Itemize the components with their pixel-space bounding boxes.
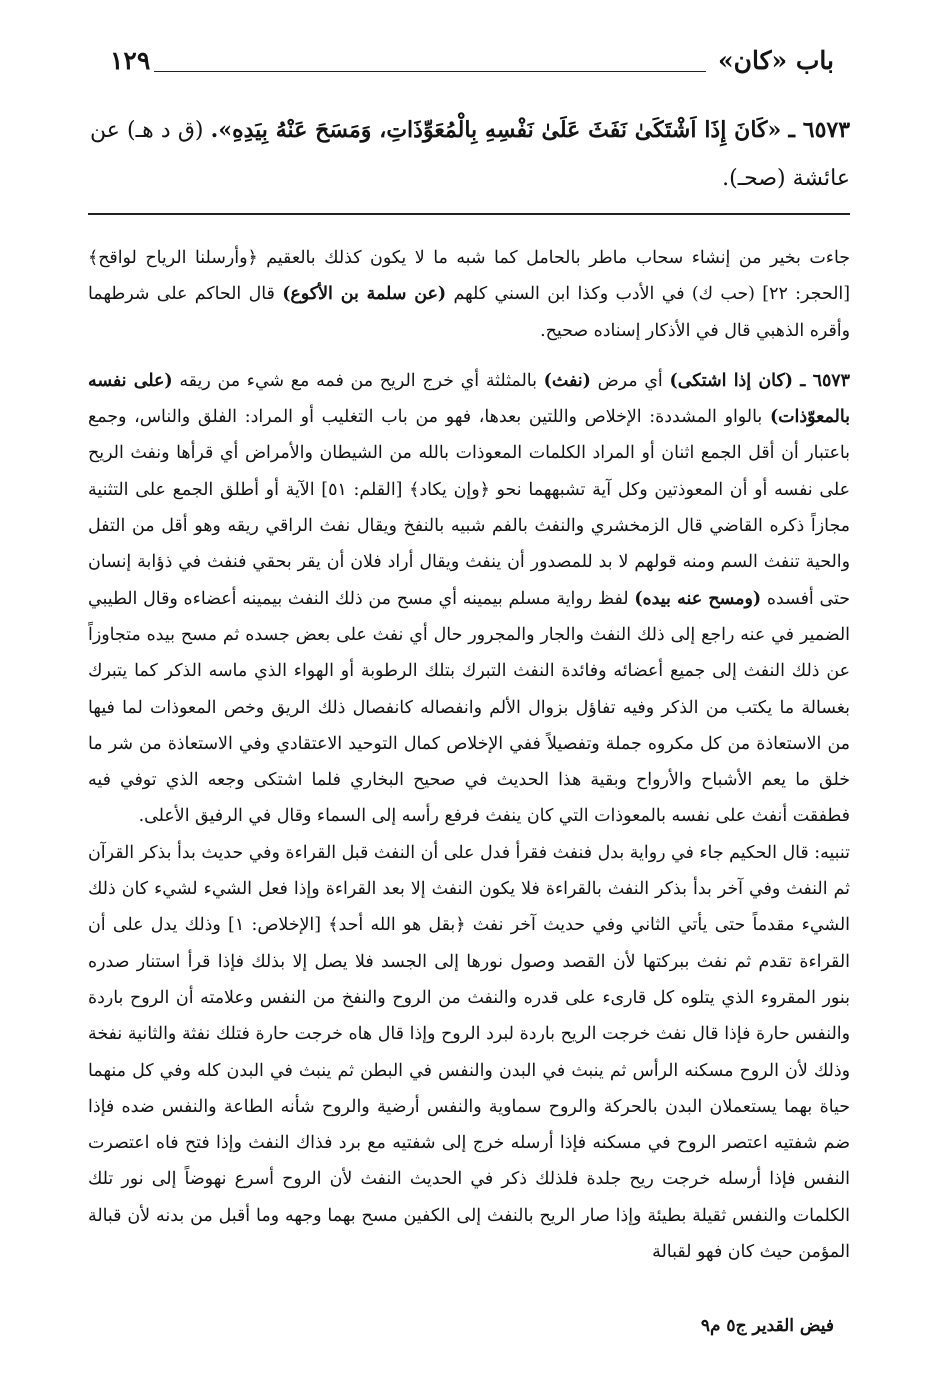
separator-rule: [88, 213, 850, 215]
running-title: باب «كان»: [718, 46, 834, 75]
hadith-number: ٦٥٧٣ ـ: [788, 117, 851, 143]
footer-signature: فيض القدير ج٥ م٩: [700, 1316, 834, 1336]
p2-text-c: بالمثلثة أي خرج الريح من فمه مع شيء من ريقه: [172, 370, 544, 391]
p2-heading: ٦٥٧٣ ـ (كان إذا اشتكى): [669, 370, 850, 391]
commentary-paragraph-3: تنبيه: قال الحكيم جاء في رواية بدل فنفث فقرأ فدل على أن النفث قبل القراءة وفي حديث بدأ بذكر القرآن ثم النفث وفي آخر بدأ بذكر النفث بالقراءة فلا يكون النفث إلا بعد القراءة وإذا فعل الشيء لشيء كان ذلك الشيء مقدماً حتى يأتي الثاني وفي حديث آخر نفث ﴿بقل هو الله أحد﴾ [الإخلاص: ١] وذلك يدل على أن القراءة تقدم ثم نفث ببركتها لأن القصد وصول نورها إلى الجسد فلا يصل إلا بذلك فإذا قرأ استنار صدره بنور المقروء الذي يتلوه كل قارىء على قدره والنفث من الروح والنفخ من النفس وعلامته أن الروح باردة والنفس حارة فإذا قال نفث خرجت الريح باردة لبرد الروح وإذا قال هاه خرجت حارة فتلك نفثة والثانية نفخة وذلك لأن الروح مسكنه الرأس ثم ينبث في البدن والنفس في البطن ثم ينبث في البدن كله وفي كل منهما حياة بهما يستعملان البدن بالحركة والروح سماوية والنفس أرضية والروح شأنه الطاعة والنفس ضده فإذا ضم شفتيه اعتصر الروح في مسكنه فإذا أرسله خرج إلى شفتيه مع برد فذاك النفث وإذا فتح فاه اعتصرت النفس فإذا أرسله خرجت ريح جلدة فلذلك ذكر في الحديث النفث لأن الروح أسرع نهوضاً إلى نور تلك الكلمات والنفس ثقيلة بطيئة وإذا صار الريح بالنفث إلى الكفين مسح بهما وجهه وما أقبل من بدنه لأن قبالة المؤمن حيث كان فهو لقبالة: [88, 842, 850, 1263]
p1-narrator: (عن سلمة بن الأكوع): [282, 284, 447, 305]
hadith-text: «كَانَ إِذَا اَشْتَكَىٰ نَفَثَ عَلَىٰ نَفْسِهِ بِالْمُعَوِّذَاتِ، وَمَسَحَ عَنْهُ بِيَدِهِ».: [210, 117, 782, 143]
p2-term-muawwidhat: (على نفسه بالمعوّذات): [88, 370, 850, 428]
commentary-paragraph-2: [88, 363, 850, 835]
page-number: ١٢٩: [110, 46, 151, 75]
commentary: [88, 240, 850, 1270]
p1-text-a: جاءت بخير من إنشاء سحاب ماطر بالحامل كما شبه ما لا يكون كذلك بالعقيم ﴿وأرسلنا الرياح لواقح﴾ [الحجر: ٢٢] (حب ك) في الأدب وكذا ابن السني كلهم: [88, 248, 850, 305]
p2-term-nafath: (نفث): [543, 370, 591, 391]
hadith-matn: [90, 106, 850, 203]
hadith-source: (ق د هـ) عن عائشة (صحـ).: [90, 118, 850, 191]
commentary-paragraph-1: [88, 240, 850, 349]
p2-term-masaha: (ومسح عنه بيده): [634, 588, 762, 609]
p2-text-a: أي مرض: [590, 370, 670, 391]
header-rule: [154, 71, 706, 72]
p1-text-c: قال الحاكم على شرطهما وأقره الذهبي قال في الأذكار إسناده صحيح.: [88, 284, 850, 341]
p2-text-e: بالواو المشددة: الإخلاص واللتين بعدها، فهو من باب التغليب أو المراد: الفلق والناس، وجمع باعتبار أن أقل الجمع اثنان أو المراد الكلمات المعوذات بالله من الشيطان والأمراض أي قرأها ونفث الريح على نفسه أو أن المعوذتين وكل آية تشبههما نحو ﴿وإن يكاد﴾ [القلم: ٥١] الآية أو أطلق الجمع على التثنية مجازاً ذكره القاضي قال الزمخشري والنفث بالفم شبيه بالنفخ ويقال نفث الراقي ريقه وهو أقل من التفل والحية تنفث السم ومنه قولهم لا بد للمصدور أن ينفث ويقال أراد فلان أن يقر بحقي فنفث في ذؤابة إنسان حتى أفسده: [88, 407, 850, 609]
page-header: [110, 42, 834, 82]
p2-text-g: لفظ رواية مسلم بيمينه أي مسح من ذلك النفث بيمينه أعضاءه وقال الطيبي الضمير في عنه راجع إلى ذلك النفث والجار والمجرور حال أي نفث على بعض جسده ثم مسح بيده متجاوزاً عن ذلك النفث إلى جميع أعضائه وفائدة النفث التبرك بتلك الرطوبة أو الهواء الذي ماسه الذكر كما يتبرك بغسالة ما يكتب من الذكر وفيه تفاؤل بزوال الألم وانفصاله كانفصال ذلك الريق وخص المعوذات لما فيها من الاستعاذة من كل مكروه جملة وتفصيلاً ففي الإخلاص كمال التوحيد الاعتقادي وفي الاستعاذة من شر ما خلق ما يعم الأشباح والأرواح وبقية هذا الحديث في صحيح البخاري فلما اشتكى وجعه الذي توفي فيه فطفقت أنفث على نفسه بالمعوذات التي كان ينفث فرفع رأسه إلى السماء وقال في الرفيق الأعلى.: [88, 588, 850, 827]
